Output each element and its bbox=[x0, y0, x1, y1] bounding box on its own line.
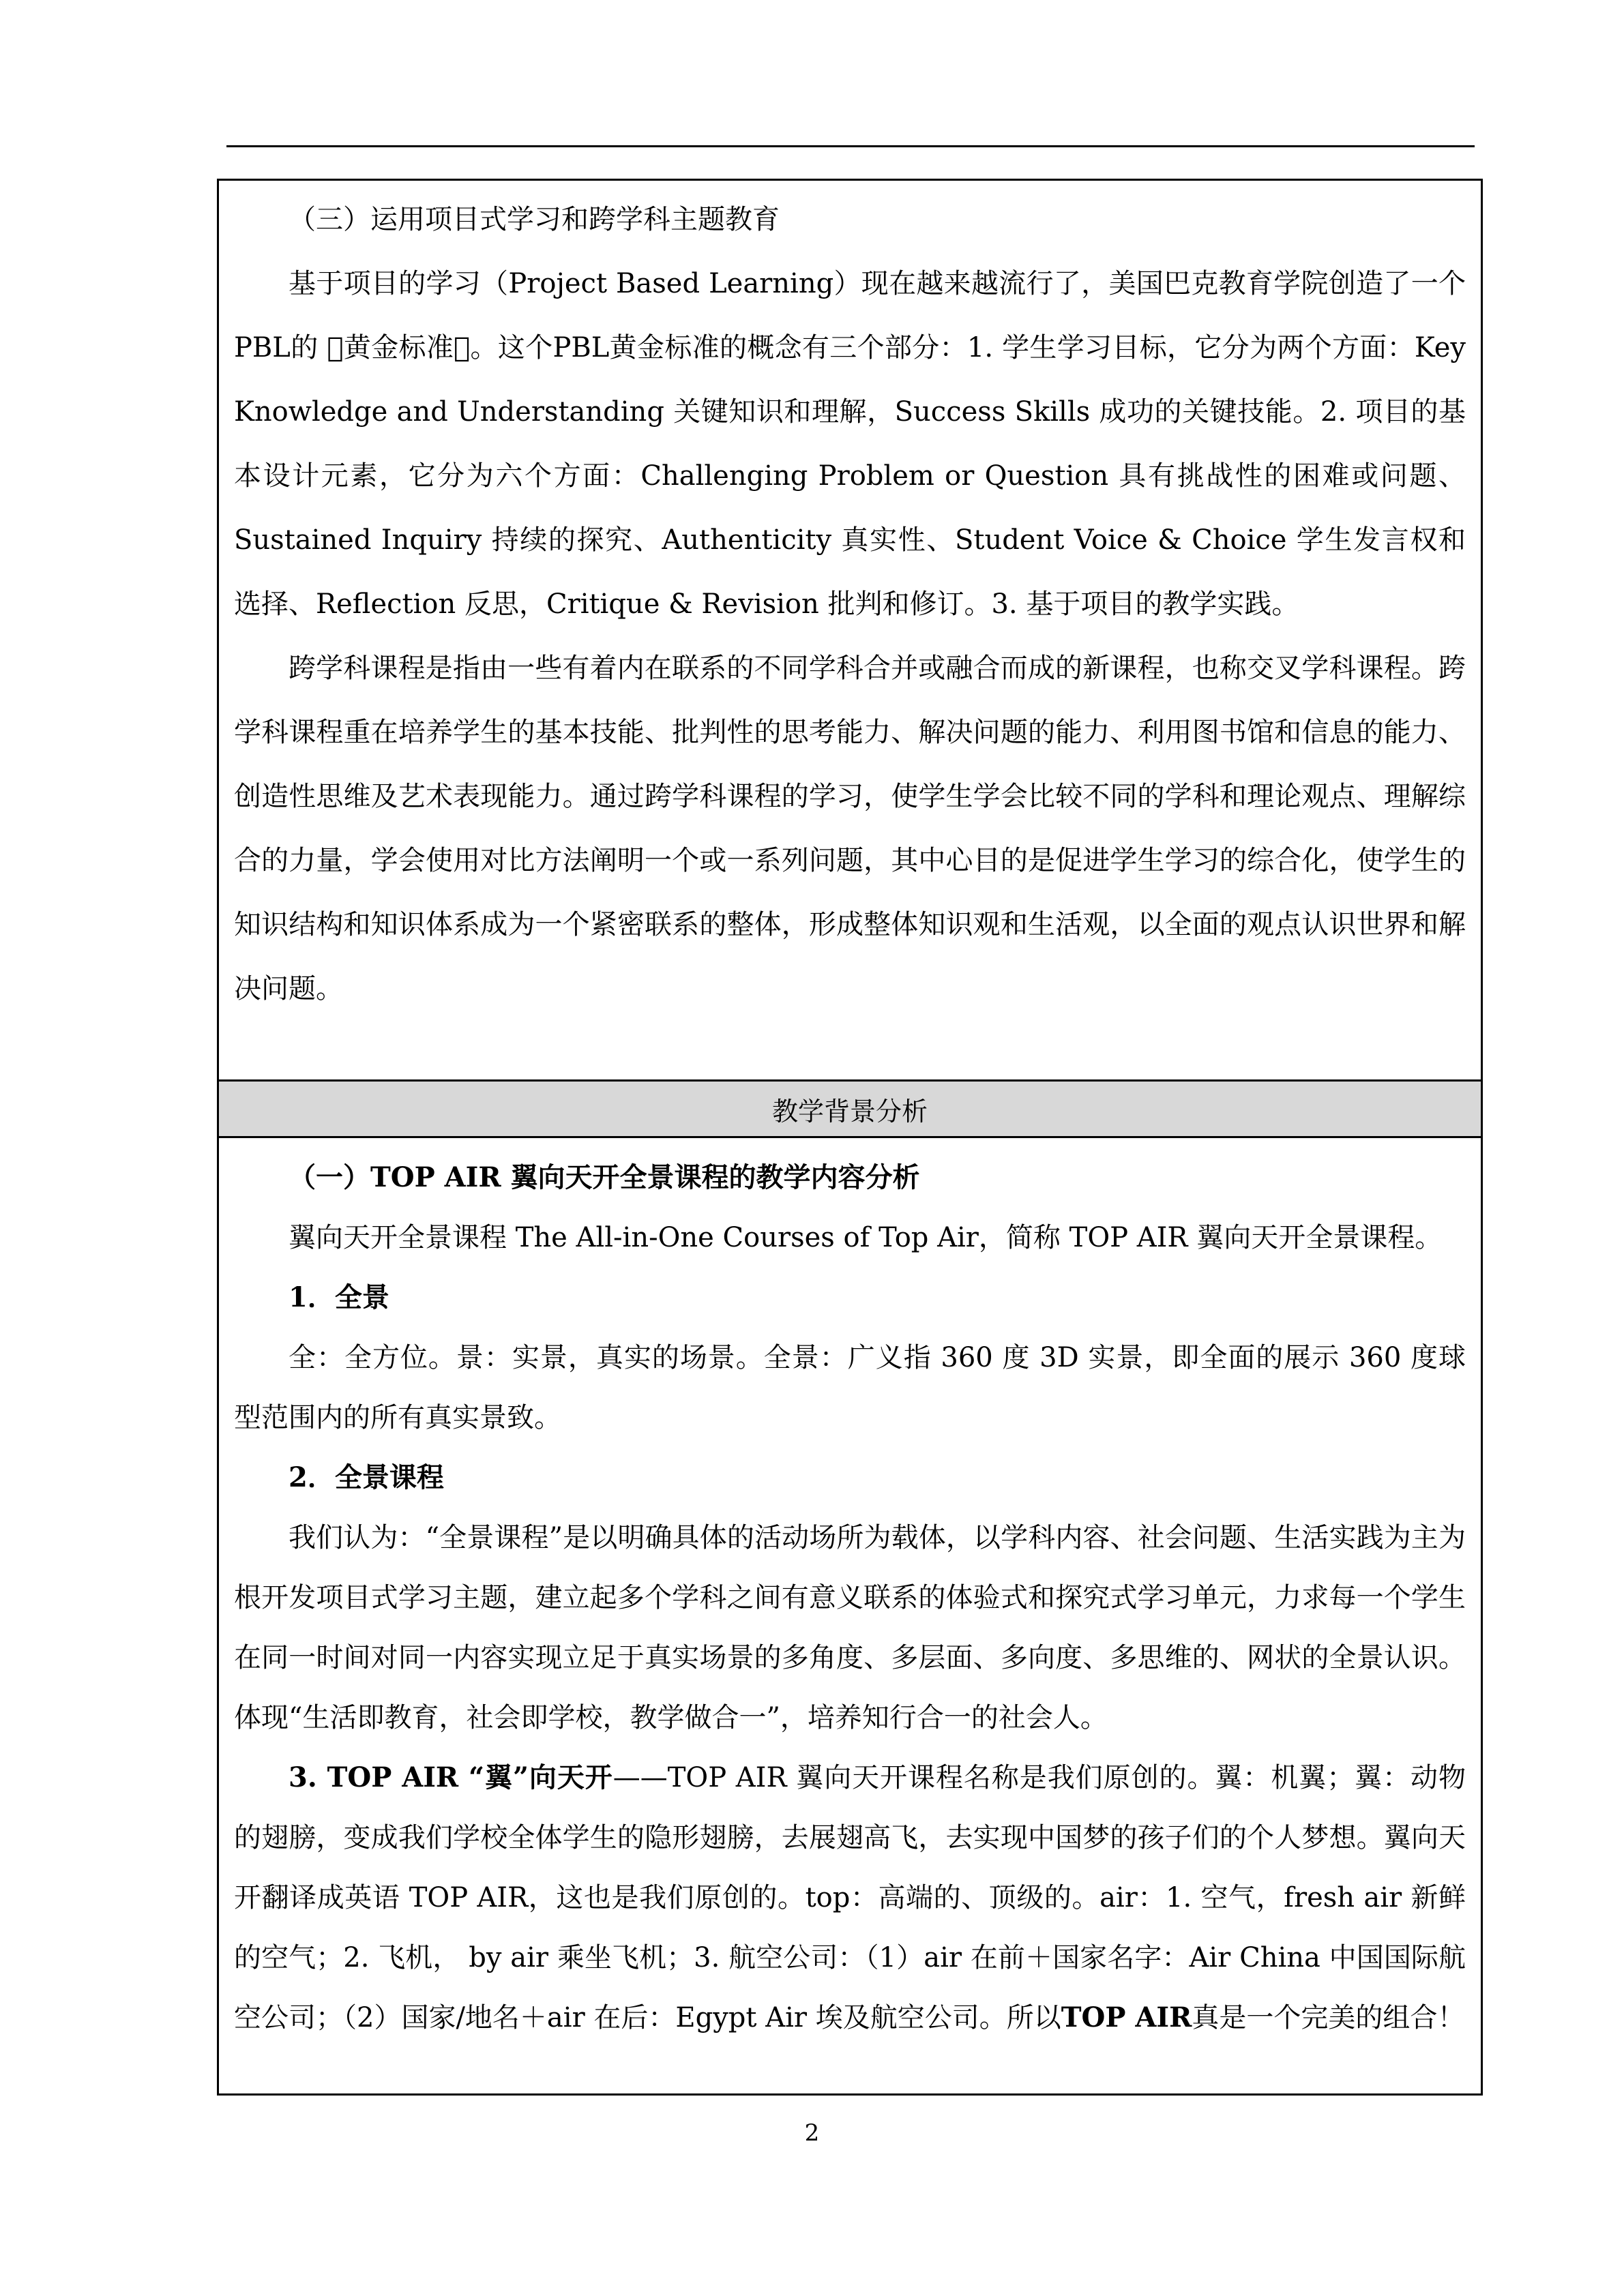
section-bar-title: 教学背景分析 bbox=[771, 1096, 928, 1127]
page-number: 2 bbox=[804, 2119, 820, 2147]
header-rule bbox=[226, 145, 1475, 147]
section-bar bbox=[219, 1079, 1481, 1138]
panorama-paragraph: 全：全方位。景：实景，真实的场景。全景：广义指 360 度 3D 实景，即全面的展示 360 度球型范围内的所有真实景致。 bbox=[234, 1342, 1466, 1433]
subheading-2: 2．全景课程 bbox=[289, 1461, 444, 1493]
panorama-course-paragraph: 我们认为：“全景课程”是以明确具体的活动场所为载体，以学科内容、社会问题、生活实践为主为根开发项目式学习主题，建立起多个学科之间有意义联系的体验式和探究式学习单元，力求每一个学生在同一时间对同一内容实现立足于真实场景的多角度、多层面、多向度、多思维的、网状的全景认识。体现“生活即教育，社会即学校，教学做合一”，培养知行合一的社会人。 bbox=[234, 1522, 1466, 1733]
intro-paragraph: 翼向天开全景课程 The All-in-One Courses of Top Air，简称 TOP AIR 翼向天开全景课程。 bbox=[289, 1222, 1443, 1253]
section-heading: （三）运用项目式学习和跨学科主题教育 bbox=[289, 204, 780, 235]
top-air-bold: TOP AIR bbox=[1061, 2001, 1192, 2033]
subheading-1: 1．全景 bbox=[289, 1281, 389, 1313]
subheading-3: 3. TOP AIR “翼”向天开 bbox=[289, 1761, 613, 1793]
background-cell bbox=[219, 1138, 1481, 2093]
document-table bbox=[217, 179, 1483, 2096]
interdisciplinary-paragraph: 跨学科课程是指由一些有着内在联系的不同学科合并或融合而成的新课程，也称交叉学科课程。跨学科课程重在培养学生的基本技能、批判性的思考能力、解决问题的能力、利用图书馆和信息的能力、创造性思维及艺术表现能力。通过跨学科课程的学习，使学生学会比较不同的学科和理论观点、理解综合的力量，学会使用对比方法阐明一个或一系列问题，其中心目的是促进学生学习的综合化，使学生的知识结构和知识体系成为一个紧密联系的整体，形成整体知识观和生活观，以全面的观点认识世界和解决问题。 bbox=[234, 653, 1466, 1004]
content-heading: （一）TOP AIR 翼向天开全景课程的教学内容分析 bbox=[289, 1161, 920, 1193]
theory-cell bbox=[219, 181, 1481, 1079]
top-air-paragraph bbox=[234, 1748, 1466, 2048]
top-air-text: ——TOP AIR 翼向天开课程名称是我们原创的。翼：机翼；翼：动物的翅膀，变成我们学校全体学生的隐形翅膀，去展翅高飞，去实现中国梦的孩子们的个人梦想。翼向天开翻译成英语 TOP AIR，这也是我们原创的。top：高端的、顶级的。air：1. 空气，fresh air 新鲜的空气；2. 飞机， by air 乘坐飞机；3. 航空公司：（1）air 在前＋国家名字：Air China 中国国际航空公司；（2）国家/地名＋air 在后：Egypt Air 埃及航空公司。所以 bbox=[234, 1762, 1466, 2033]
pbl-paragraph: 基于项目的学习（Project Based Learning）现在越来越流行了，美国巴克教育学院创造了一个PBL的 􀀀黄金标准􀀁。这个PBL黄金标准的概念有三个部分：1. 学生学习目标，它分为两个方面：Key Knowledge and Understanding 关键知识和理解，Success Skills 成功的关键技能。2. 项目的基本设计元素，它分为六个方面：Challenging Problem or Question 具有挑战性的困难或问题、Sustained Inquiry 持续的探究、Authenticity 真实性、Student Voice & Choice 学生发言权和选择、Reflection 反思，Critique & Revision 批判和修订。3. 基于项目的教学实践。 bbox=[234, 268, 1466, 620]
top-air-end: 真是一个完美的组合！ bbox=[1192, 2002, 1465, 2033]
